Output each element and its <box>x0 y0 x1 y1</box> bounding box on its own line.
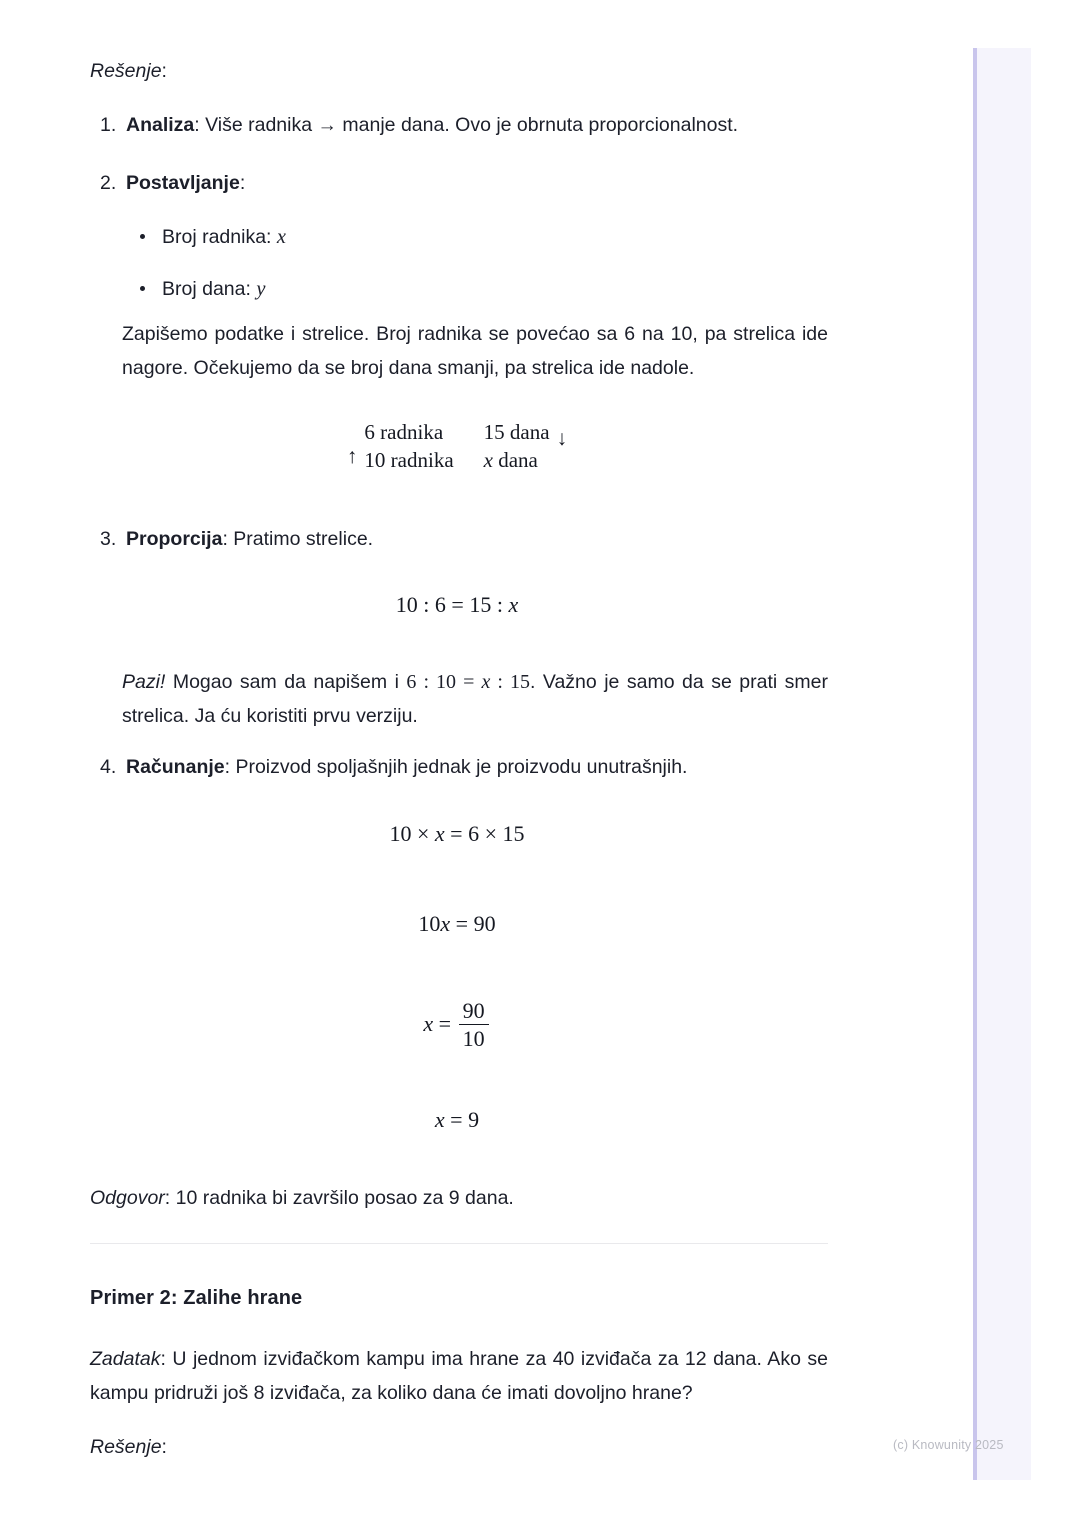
step-3-number: 3. <box>100 528 117 550</box>
answer-line <box>90 1183 828 1213</box>
proportion-schema <box>72 420 842 473</box>
fraction <box>459 999 489 1051</box>
step-2-colon: : <box>239 172 246 194</box>
equation-cross-equals: = <box>444 821 469 846</box>
step-list-1 <box>90 110 828 140</box>
note-math-a: 6 : 10 <box>406 671 457 693</box>
equation-fraction <box>72 1000 842 1052</box>
step-1-text: Više radnika → manje dana. Ovo je obrnuta proporcionalnost. <box>199 114 739 136</box>
equation-cross-multiply <box>72 821 842 847</box>
schema-cell-r1c1: 6 radnika <box>364 420 444 444</box>
step-3-text: Pratimo strelice. <box>227 528 374 550</box>
bullet-1-variable: x <box>276 226 286 248</box>
watermark: (c) Knowunity 2025 <box>893 1438 1004 1452</box>
right-rail-accent-line <box>973 48 977 1480</box>
schema-grid <box>357 420 556 473</box>
equation-proportion-variable: x <box>508 592 519 617</box>
step-4-number: 4. <box>100 756 117 778</box>
schema-cell-r2c2 <box>484 448 550 474</box>
step-1 <box>90 110 828 140</box>
example2-solution-label-colon: : <box>161 1436 167 1458</box>
example2-solution-label-italic: Rešenje <box>90 1436 162 1458</box>
step-2-title: Postavljanje <box>126 172 240 194</box>
bullet-2-label: Broj dana: <box>162 277 251 300</box>
equation-proportion-equals: = <box>445 592 470 617</box>
step-2 <box>90 168 828 198</box>
equation-result-value: 9 <box>468 1107 480 1132</box>
list-item <box>90 752 828 782</box>
fraction-denominator: 10 <box>459 1024 489 1052</box>
note-label: Pazi! <box>122 671 166 693</box>
note-paragraph <box>122 665 828 733</box>
step-list-4 <box>90 752 828 782</box>
intro-paragraph: Zapišemo podatke i strelice. Broj radnika se povećao sa 6 na 10, pa strelica ide nagore. Očekujemo da se broj dana smanji, pa strelica ide nadole. <box>122 323 828 379</box>
variables-bullet-list <box>132 222 822 305</box>
equation-simplified-value: 90 <box>473 911 496 936</box>
step-4-text: Proizvod spoljašnjih jednak je proizvodu unutrašnjih. <box>230 756 688 778</box>
answer-label: Odgovor <box>90 1187 165 1209</box>
list-item <box>90 524 828 554</box>
solution-label-colon: : <box>161 60 167 82</box>
schema-cell-r2c1: 10 radnika <box>364 447 454 472</box>
equation-proportion <box>72 592 842 618</box>
list-item <box>132 274 822 305</box>
step-4 <box>90 752 828 782</box>
schema-inner <box>347 420 567 473</box>
step-3-colon: : <box>222 528 228 550</box>
list-item <box>132 222 822 253</box>
solution-label <box>90 56 167 86</box>
equation-proportion-left: 10 : 6 <box>395 592 446 617</box>
equation-cross-lhs-variable: x <box>434 821 445 846</box>
example2-task-text: U jednom izviđačkom kampu ima hrane za 40 izviđača za 12 dana. Ako se kampu pridruži još 8 izviđača, za koliko dana će imati dovoljno hrane? <box>90 1348 828 1404</box>
example2-heading: Primer 2: Zalihe hrane <box>90 1287 303 1309</box>
answer-text: 10 radnika bi završilo posao za 9 dana. <box>170 1187 514 1209</box>
step-3-title: Proporcija <box>126 528 223 550</box>
step-list-3 <box>90 524 828 554</box>
example2-solution-label <box>90 1432 167 1462</box>
solution-label-italic: Rešenje <box>90 60 162 82</box>
answer-colon: : <box>164 1187 171 1209</box>
example2-task-label: Zadatak <box>90 1348 161 1370</box>
down-arrow-icon: ↓ <box>556 426 568 450</box>
step-4-colon: : <box>224 756 231 778</box>
equation-simplified-variable: x <box>440 911 451 936</box>
equation-proportion-right: 15 : <box>469 592 509 617</box>
equation-result-equals: = <box>444 1107 469 1132</box>
bullet-1-label: Broj radnika: <box>162 226 272 248</box>
equation-simplified-coef: 10 <box>418 911 441 936</box>
up-arrow-icon: ↑ <box>346 444 358 469</box>
equation-result <box>72 1107 842 1133</box>
note-text-before: Mogao sam da napišem i <box>165 671 407 693</box>
equation-simplified <box>72 911 842 937</box>
equation-result-variable: x <box>434 1107 445 1132</box>
equation-simplified-equals: = <box>450 911 474 936</box>
example2-task-colon: : <box>160 1348 166 1370</box>
list-item <box>90 168 828 198</box>
list-item <box>90 110 828 140</box>
note-text-after: . Važno je samo da se prati smer strelica. Ja ću koristiti prvu verziju. <box>122 671 828 727</box>
note-math-variable: x <box>481 671 491 693</box>
right-rail-panel <box>973 48 1031 1480</box>
equation-fraction-equals: = <box>433 1011 457 1037</box>
equation-cross-rhs: 6 × 15 <box>468 821 525 846</box>
step-1-title: Analiza <box>126 114 195 136</box>
example2-task-paragraph <box>90 1343 828 1410</box>
bullet-list <box>132 222 822 305</box>
step-list-2 <box>90 168 828 198</box>
schema-cell-r2c2-variable: x <box>483 447 493 472</box>
equation-cross-lhs-number: 10 × <box>389 821 435 846</box>
step-1-number: 1. <box>100 114 117 136</box>
note-math-equals: = <box>456 671 482 693</box>
fraction-numerator: 90 <box>462 998 485 1023</box>
bullet-2-variable: y <box>256 277 266 300</box>
step-2-number: 2. <box>100 172 117 194</box>
section-divider <box>90 1243 828 1244</box>
step-4-title: Računanje <box>126 756 225 778</box>
schema-cell-r1c2: 15 dana <box>483 420 550 444</box>
step-1-colon: : <box>194 114 200 136</box>
equation-fraction-variable: x <box>423 1011 434 1037</box>
schema-cell-r2c2-unit: dana <box>492 447 538 472</box>
step-3 <box>90 524 828 554</box>
note-math-b: : 15 <box>490 671 531 693</box>
